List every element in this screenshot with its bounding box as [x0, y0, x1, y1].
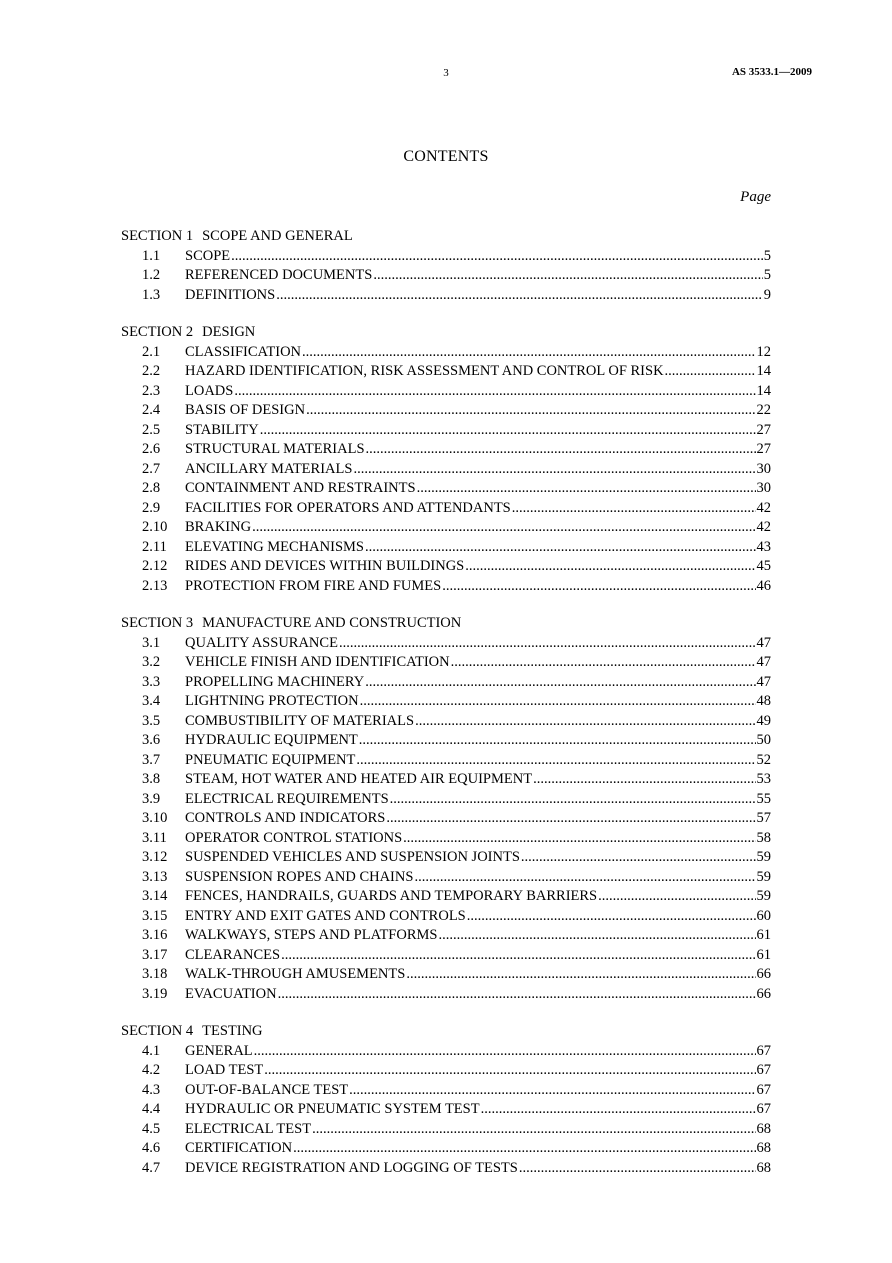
document-id: AS 3533.1—2009: [731, 66, 812, 78]
clause-title: ELEVATING MECHANISMS: [185, 538, 364, 555]
clause-number: 3.8: [142, 771, 161, 787]
page-ref: 60: [756, 907, 771, 924]
clause-number: 2.12: [142, 558, 168, 574]
clause-number: 4.3: [142, 1081, 161, 1098]
toc-entry[interactable]: [121, 907, 771, 927]
dot-leader: [349, 1081, 755, 1101]
clause-number: 2.5: [142, 421, 161, 438]
toc-entry[interactable]: [121, 557, 771, 577]
toc-entry[interactable]: [121, 731, 771, 751]
clause-title: SUSPENDED VEHICLES AND SUSPENSION JOINTS: [185, 849, 520, 865]
clause-number: 3.16: [142, 927, 168, 943]
clause-number: 2.9: [142, 499, 161, 516]
toc-entry[interactable]: [121, 887, 771, 907]
clause-title: SCOPE: [185, 247, 231, 264]
toc-entry[interactable]: [121, 829, 771, 849]
toc-entry[interactable]: [121, 518, 771, 538]
dot-leader: [406, 965, 755, 985]
dot-leader: [373, 266, 762, 286]
section-heading[interactable]: [121, 227, 771, 247]
page-ref: 67: [756, 1101, 771, 1117]
page-ref: 47: [756, 673, 771, 690]
dot-leader: [386, 809, 755, 829]
page-ref: 5: [763, 247, 771, 264]
toc-entry[interactable]: [121, 1120, 771, 1140]
toc-entry[interactable]: [121, 382, 771, 402]
dot-leader: [665, 362, 756, 382]
clause-title: VEHICLE FINISH AND IDENTIFICATION: [185, 654, 450, 670]
clause-number: 3.4: [142, 693, 161, 709]
page-ref: 68: [756, 1159, 771, 1176]
page-ref: 57: [756, 810, 771, 826]
toc-section: [121, 614, 771, 1004]
toc-entry[interactable]: [121, 770, 771, 790]
clause-number: 2.6: [142, 441, 161, 457]
section-heading[interactable]: [121, 614, 771, 634]
page-ref: 58: [756, 829, 771, 846]
page-ref: 59: [756, 849, 771, 865]
page-ref: 22: [756, 402, 771, 418]
clause-title: STEAM, HOT WATER AND HEATED AIR EQUIPMENT: [185, 771, 533, 787]
clause-number: 3.13: [142, 868, 168, 885]
page-ref: 30: [756, 480, 771, 496]
page-ref: 48: [756, 693, 771, 709]
clause-title: OPERATOR CONTROL STATIONS: [185, 829, 403, 846]
clause-title: LOADS: [185, 382, 234, 399]
section-label: SECTION 3: [121, 615, 194, 631]
dot-leader: [260, 421, 756, 441]
toc-entry[interactable]: [121, 1100, 771, 1120]
toc-entry[interactable]: [121, 266, 771, 286]
dot-leader: [403, 829, 755, 849]
toc-entry[interactable]: [121, 286, 771, 306]
clause-number: 3.18: [142, 966, 168, 982]
page-number: 3: [443, 67, 449, 79]
clause-title: REFERENCED DOCUMENTS: [185, 267, 373, 283]
dot-leader: [417, 479, 756, 499]
page-ref: 42: [756, 499, 771, 516]
toc-entry[interactable]: [121, 712, 771, 732]
clause-number: 3.3: [142, 673, 161, 690]
page-ref: 14: [756, 382, 771, 399]
toc-entry[interactable]: [121, 460, 771, 480]
toc-entry[interactable]: [121, 946, 771, 966]
dot-leader: [365, 673, 755, 693]
dot-leader: [519, 1159, 756, 1179]
clause-number: 4.5: [142, 1120, 161, 1137]
clause-title: FENCES, HANDRAILS, GUARDS AND TEMPORARY BARRIERS: [185, 888, 598, 904]
clause-number: 3.11: [142, 829, 167, 846]
page-ref: 45: [756, 558, 771, 574]
page-ref: 66: [756, 966, 771, 982]
clause-number: 3.2: [142, 654, 161, 670]
section-heading[interactable]: [121, 1022, 771, 1042]
page-ref: 46: [756, 577, 771, 594]
section-title: TESTING: [202, 1023, 263, 1039]
page-ref: 5: [763, 267, 771, 283]
section-title: MANUFACTURE AND CONSTRUCTION: [202, 615, 462, 631]
clause-number: 2.2: [142, 363, 161, 379]
clause-title: CONTROLS AND INDICATORS: [185, 810, 386, 826]
toc-entry[interactable]: [121, 985, 771, 1005]
clause-number: 3.5: [142, 712, 161, 729]
toc-entry[interactable]: [121, 868, 771, 888]
clause-title: SUSPENSION ROPES AND CHAINS: [185, 868, 414, 885]
section-title: DESIGN: [202, 324, 256, 340]
page-ref: 66: [756, 985, 771, 1002]
clause-number: 1.1: [142, 247, 161, 264]
clause-title: FACILITIES FOR OPERATORS AND ATTENDANTS: [185, 499, 511, 516]
section-heading[interactable]: [121, 323, 771, 343]
toc-entry[interactable]: [121, 692, 771, 712]
dot-leader: [442, 577, 755, 597]
clause-title: OUT-OF-BALANCE TEST: [185, 1081, 349, 1098]
page-ref: 43: [756, 538, 771, 555]
page-ref: 59: [756, 888, 771, 904]
page-ref: 55: [756, 790, 771, 807]
clause-number: 3.1: [142, 634, 161, 651]
page-ref: 68: [756, 1140, 771, 1156]
page-ref: 42: [756, 519, 771, 535]
clause-title: RIDES AND DEVICES WITHIN BUILDINGS: [185, 558, 465, 574]
dot-leader: [481, 1100, 756, 1120]
clause-title: DEVICE REGISTRATION AND LOGGING OF TESTS: [185, 1159, 518, 1176]
toc-entry[interactable]: [121, 965, 771, 985]
clause-number: 3.6: [142, 732, 161, 748]
clause-title: DEFINITIONS: [185, 286, 276, 303]
clause-title: ELECTRICAL REQUIREMENTS: [185, 790, 389, 807]
clause-title: ENTRY AND EXIT GATES AND CONTROLS: [185, 907, 466, 924]
toc-entry[interactable]: [121, 1061, 771, 1081]
clause-number: 3.9: [142, 790, 161, 807]
page-ref: 61: [756, 927, 771, 943]
clause-title: STRUCTURAL MATERIALS: [185, 441, 365, 457]
toc-entry[interactable]: [121, 362, 771, 382]
dot-leader: [359, 731, 756, 751]
dot-leader: [293, 1139, 755, 1159]
dot-leader: [302, 343, 755, 363]
clause-number: 2.8: [142, 480, 161, 496]
clause-title: CERTIFICATION: [185, 1140, 293, 1156]
clause-number: 3.7: [142, 751, 161, 768]
toc-entry[interactable]: [121, 401, 771, 421]
clause-title: BASIS OF DESIGN: [185, 402, 306, 418]
clause-number: 3.19: [142, 985, 168, 1002]
page-ref: 67: [756, 1062, 771, 1078]
toc-entry[interactable]: [121, 421, 771, 441]
dot-leader: [465, 557, 755, 577]
dot-leader: [252, 518, 755, 538]
clause-number: 2.7: [142, 460, 161, 477]
section-title: SCOPE AND GENERAL: [202, 228, 353, 244]
page-ref: 9: [763, 286, 771, 303]
dot-leader: [365, 538, 756, 558]
clause-title: LIGHTNING PROTECTION: [185, 693, 359, 709]
page-column-label: Page: [740, 189, 771, 205]
clause-title: HYDRAULIC EQUIPMENT: [185, 732, 358, 748]
dot-leader: [390, 790, 756, 810]
clause-number: 3.17: [142, 946, 168, 963]
toc-entry[interactable]: [121, 247, 771, 267]
toc-entry[interactable]: [121, 1159, 771, 1179]
dot-leader: [438, 926, 755, 946]
clause-title: CLEARANCES: [185, 946, 281, 963]
dot-leader: [366, 440, 756, 460]
page-ref: 67: [756, 1081, 771, 1098]
page-ref: 61: [756, 946, 771, 963]
page-ref: 49: [756, 712, 771, 729]
dot-leader: [533, 770, 755, 790]
contents-title: CONTENTS: [403, 148, 489, 165]
toc-entry[interactable]: [121, 1139, 771, 1159]
clause-number: 2.13: [142, 577, 168, 594]
clause-number: 2.11: [142, 538, 167, 555]
toc-section: [121, 1022, 771, 1178]
clause-number: 3.14: [142, 888, 168, 904]
clause-number: 2.1: [142, 343, 161, 360]
clause-number: 3.12: [142, 849, 168, 865]
clause-title: WALKWAYS, STEPS AND PLATFORMS: [185, 927, 438, 943]
page-ref: 14: [756, 363, 771, 379]
dot-leader: [306, 401, 755, 421]
clause-title: COMBUSTIBILITY OF MATERIALS: [185, 712, 415, 729]
dot-leader: [356, 751, 755, 771]
page-ref: 30: [756, 460, 771, 477]
page-ref: 12: [756, 343, 771, 360]
clause-title: ELECTRICAL TEST: [185, 1120, 312, 1137]
toc-entry[interactable]: [121, 790, 771, 810]
section-label: SECTION 4: [121, 1023, 194, 1039]
dot-leader: [467, 907, 756, 927]
page-ref: 59: [756, 868, 771, 885]
page-ref: 50: [756, 732, 771, 748]
toc-entry[interactable]: [121, 577, 771, 597]
toc-entry[interactable]: [121, 1081, 771, 1101]
toc-entry[interactable]: [121, 848, 771, 868]
clause-number: 2.4: [142, 402, 161, 418]
clause-title: CONTAINMENT AND RESTRAINTS: [185, 480, 416, 496]
dot-leader: [415, 712, 755, 732]
page-ref: 27: [756, 441, 771, 457]
clause-number: 1.2: [142, 267, 161, 283]
dot-leader: [281, 946, 755, 966]
clause-number: 4.2: [142, 1062, 161, 1078]
toc-entry[interactable]: [121, 499, 771, 519]
page-ref: 47: [756, 634, 771, 651]
page-ref: 53: [756, 771, 771, 787]
toc-entry[interactable]: [121, 440, 771, 460]
clause-title: HYDRAULIC OR PNEUMATIC SYSTEM TEST: [185, 1101, 480, 1117]
dot-leader: [278, 985, 756, 1005]
toc-entry[interactable]: [121, 673, 771, 693]
clause-title: BRAKING: [185, 519, 252, 535]
toc-entry[interactable]: [121, 1042, 771, 1062]
page-ref: 47: [756, 654, 771, 670]
clause-number: 4.6: [142, 1140, 161, 1156]
dot-leader: [360, 692, 756, 712]
clause-number: 1.3: [142, 286, 161, 303]
dot-leader: [521, 848, 756, 868]
dot-leader: [451, 653, 756, 673]
toc-entry[interactable]: [121, 653, 771, 673]
section-label: SECTION 1: [121, 228, 194, 244]
dot-leader: [339, 634, 756, 654]
dot-leader: [254, 1042, 756, 1062]
clause-number: 4.1: [142, 1042, 161, 1059]
dot-leader: [231, 247, 763, 267]
clause-title: ANCILLARY MATERIALS: [185, 460, 353, 477]
toc-entry[interactable]: [121, 479, 771, 499]
toc-entry[interactable]: [121, 343, 771, 363]
toc-entry[interactable]: [121, 538, 771, 558]
dot-leader: [598, 887, 755, 907]
clause-number: 3.15: [142, 907, 168, 924]
clause-number: 3.10: [142, 810, 168, 826]
clause-title: PROPELLING MACHINERY: [185, 673, 365, 690]
clause-title: EVACUATION: [185, 985, 277, 1002]
clause-title: STABILITY: [185, 421, 259, 438]
clause-number: 4.4: [142, 1101, 161, 1117]
dot-leader: [276, 286, 763, 306]
toc-entry[interactable]: [121, 926, 771, 946]
clause-number: 4.7: [142, 1159, 161, 1176]
section-label: SECTION 2: [121, 324, 194, 340]
dot-leader: [414, 868, 755, 888]
dot-leader: [512, 499, 756, 519]
dot-leader: [312, 1120, 755, 1140]
toc-section: [121, 323, 771, 596]
page-ref: 27: [756, 421, 771, 438]
clause-title: PNEUMATIC EQUIPMENT: [185, 751, 356, 768]
clause-title: HAZARD IDENTIFICATION, RISK ASSESSMENT AND CONTROL OF RISK: [185, 363, 664, 379]
clause-title: LOAD TEST: [185, 1062, 264, 1078]
toc-section: [121, 227, 771, 305]
page-ref: 52: [756, 751, 771, 768]
clause-number: 2.10: [142, 519, 168, 535]
clause-title: GENERAL: [185, 1042, 253, 1059]
page-ref: 68: [756, 1120, 771, 1137]
dot-leader: [264, 1061, 755, 1081]
clause-title: PROTECTION FROM FIRE AND FUMES: [185, 577, 442, 594]
toc-entry[interactable]: [121, 809, 771, 829]
dot-leader: [353, 460, 755, 480]
page-ref: 67: [756, 1042, 771, 1059]
clause-title: WALK-THROUGH AMUSEMENTS: [185, 966, 406, 982]
dot-leader: [234, 382, 755, 402]
toc-entry[interactable]: [121, 751, 771, 771]
toc-entry[interactable]: [121, 634, 771, 654]
clause-title: CLASSIFICATION: [185, 343, 302, 360]
table-of-contents: [121, 227, 771, 1196]
clause-title: QUALITY ASSURANCE: [185, 634, 338, 651]
clause-number: 2.3: [142, 382, 161, 399]
